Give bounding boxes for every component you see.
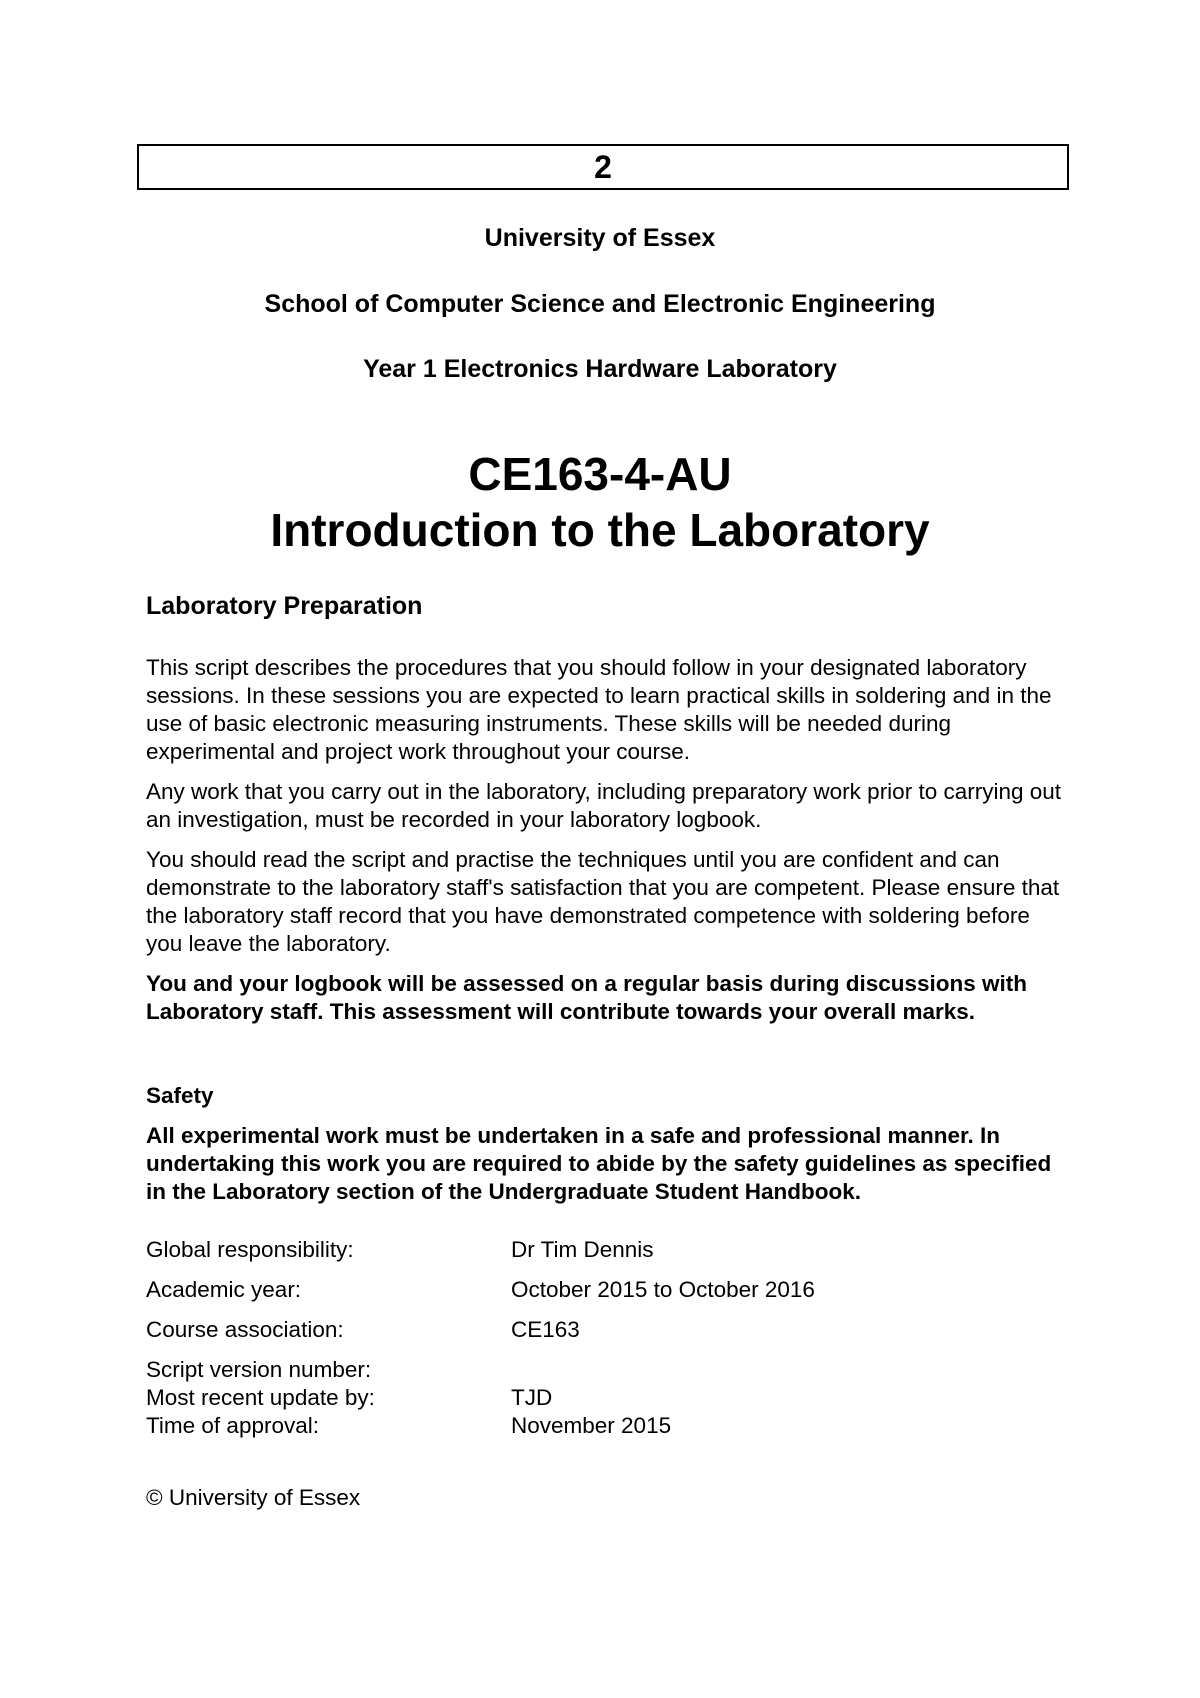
info-label: Time of approval: (146, 1413, 319, 1438)
info-row-year (146, 1276, 815, 1304)
paragraph-text: This script describes the procedures that you should follow in your designated laboratory sessions. In these sessions you are expected to learn practical skills in soldering and in the use of basic electronic measuring instruments. These skills will be needed during experimental and project work throughout your course. (146, 655, 1052, 764)
paragraph-text: All experimental work must be undertaken in a safe and professional manner. In undertaking this work you are required to abide by the safety guidelines as specified in the Laboratory section of the Undergraduate Student Handbook. (146, 1123, 1052, 1204)
info-row-approval (146, 1412, 815, 1440)
preparation-heading: Laboratory Preparation (146, 592, 423, 620)
preparation-paragraph-1 (146, 654, 1066, 766)
info-row-version (146, 1356, 815, 1384)
lab-number-box (137, 144, 1069, 190)
assessment-notice (146, 970, 1066, 1026)
laboratory-name: Year 1 Electronics Hardware Laboratory (363, 355, 837, 383)
paragraph-text: You should read the script and practise the techniques until you are confident and can demonstrate to the laboratory staff's satisfaction that you are competent. Please ensure that the laboratory staff record that you have demonstrated competence with soldering before you leave the laboratory. (146, 847, 1060, 956)
info-value: TJD (511, 1385, 553, 1410)
school-name: School of Computer Science and Electronic Engineering (264, 290, 936, 318)
info-row-update (146, 1384, 815, 1412)
info-row-course (146, 1316, 815, 1344)
page-title: Introduction to the Laboratory (270, 504, 930, 556)
info-label: Script version number: (146, 1357, 372, 1382)
info-table (146, 1236, 815, 1440)
module-code: CE163-4-AU (468, 448, 732, 500)
paragraph-text: Any work that you carry out in the laboratory, including preparatory work prior to carrying out an investigation, must be recorded in your laboratory logbook. (146, 779, 1062, 832)
copyright: © University of Essex (146, 1485, 361, 1510)
info-value: CE163 (511, 1317, 580, 1342)
safety-heading: Safety (146, 1083, 214, 1108)
safety-notice (146, 1122, 1066, 1206)
info-value: Dr Tim Dennis (511, 1237, 654, 1262)
paragraph-text: You and your logbook will be assessed on a regular basis during discussions with Laboratory staff. This assessment will contribute towards your overall marks. (146, 971, 1028, 1024)
info-row-global (146, 1236, 815, 1264)
university-name: University of Essex (484, 224, 716, 252)
info-label: Academic year: (146, 1277, 302, 1302)
lab-number: 2 (594, 148, 612, 185)
info-label: Course association: (146, 1317, 344, 1342)
info-value: October 2015 to October 2016 (511, 1277, 815, 1302)
preparation-paragraph-3 (146, 846, 1066, 958)
info-label: Global responsibility: (146, 1237, 354, 1262)
info-value: November 2015 (511, 1413, 672, 1438)
preparation-paragraph-2 (146, 778, 1066, 834)
info-label: Most recent update by: (146, 1385, 375, 1410)
